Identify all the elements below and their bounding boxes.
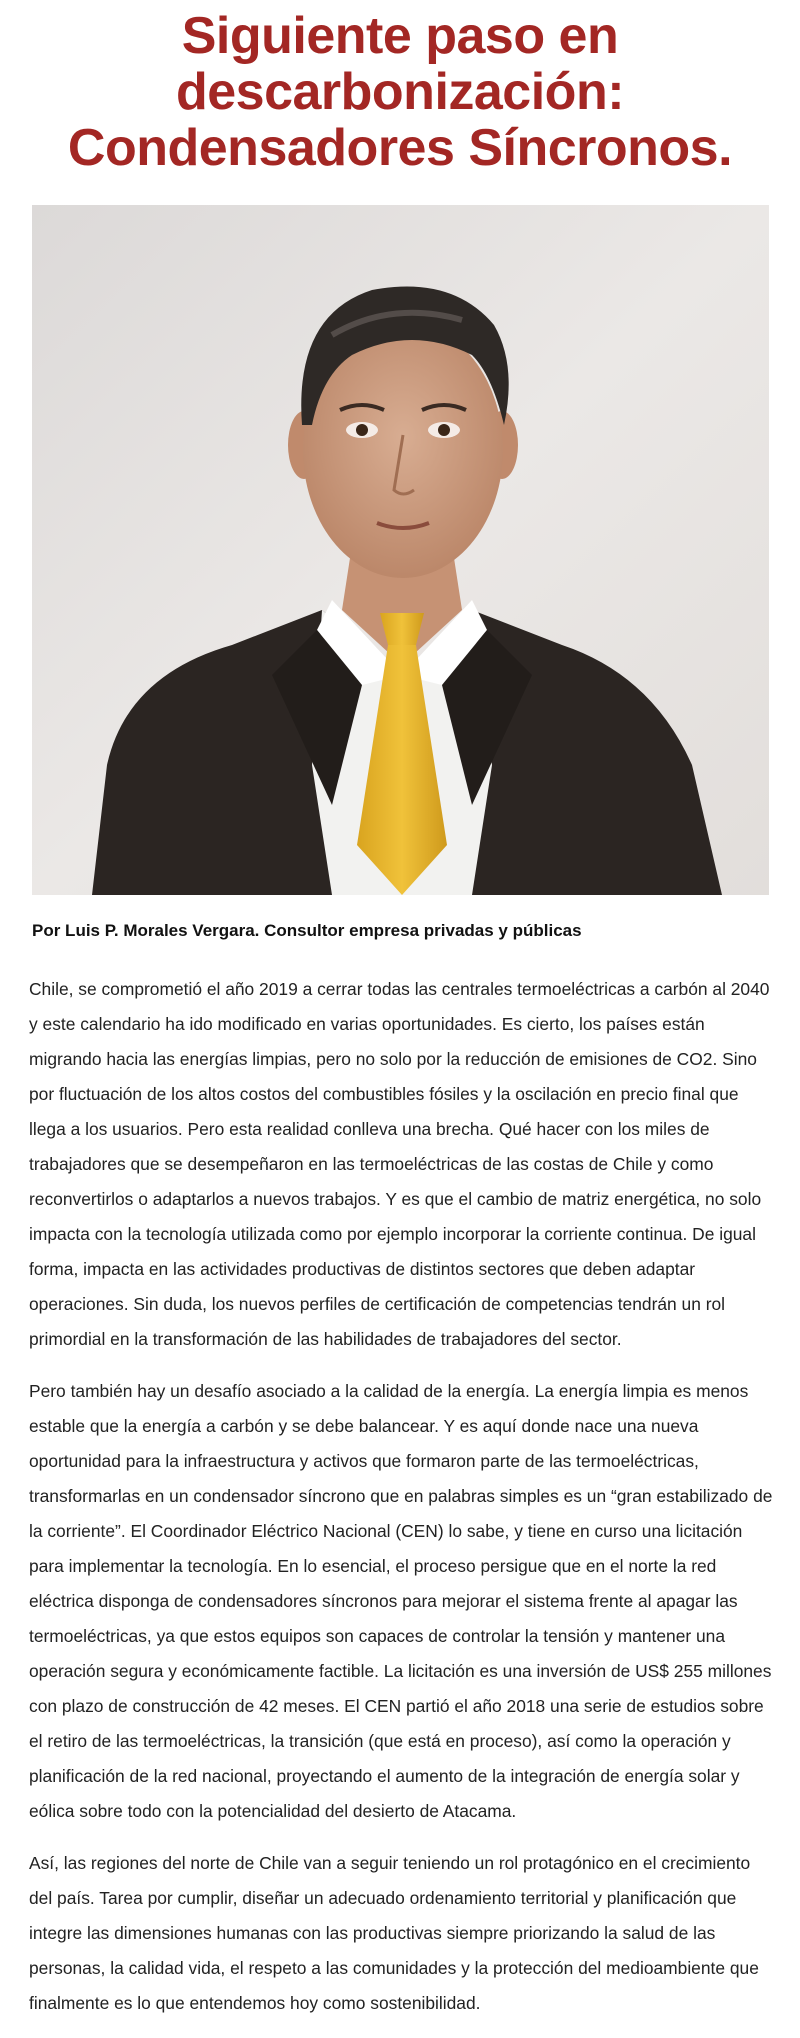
paragraph-2: Pero también hay un desafío asociado a la calidad de la energía. La energía limpia es menos estable que la energía a carbón y se debe balancear. Y es aquí donde nace una nueva oportunidad para la infraestructura y activos que formaron parte de las termoeléctricas, transformarlas en un condensador síncrono que en palabras simples es un “gran estabilizado de la corriente”. El Coordinador Eléctrico Nacional (CEN) lo sabe, y tiene en curso una licitación para implementar la tecnología. En lo esencial, el proceso persigue que en el norte la red eléctrica disponga de condensadores síncronos para mejorar el sistema frente al apagar las termoeléctricas, ya que estos equipos son capaces de controlar la tensión y mantener una operación segura y económicamente factible. La licitación es una inversión de US$ 255 millones con plazo de construcción de 42 meses. El CEN partió el año 2018 una serie de estudios sobre el retiro de las termoeléctricas, la transición (que está en proceso), así como la operación y planificación de la red nacional, proyectando el aumento de la integración de energía solar y eólica sobre todo con la potencialidad del desierto de Atacama.: [29, 1381, 773, 1821]
paragraph-1: Chile, se comprometió el año 2019 a cerrar todas las centrales termoeléctricas a carbón al 2040 y este calendario ha ido modificado en varias oportunidades. Es cierto, los países están migrando hacia las energías limpias, pero no solo por la reducción de emisiones de CO2. Sino por fluctuación de los altos costos del combustibles fósiles y la oscilación en precio final que llega a los usuarios. Pero esta realidad conlleva una brecha. Qué hacer con los miles de trabajadores que se desempeñaron en las termoeléctricas de las costas de Chile y como reconvertirlos o adaptarlos a nuevos trabajos. Y es que el cambio de matriz energética, no solo impacta con la tecnología utilizada como por ejemplo incorporar la corriente continua. De igual forma, impacta en las actividades productivas de distintos sectores que deben adaptar operaciones. Sin duda, los nuevos perfiles de certificación de competencias tendrán un rol primordial en la transformación de las habilidades de trabajadores del sector.: [29, 979, 770, 1349]
title-line-3: Condensadores Síncronos.: [67, 119, 733, 177]
article-title: [0, 8, 800, 176]
title-line-1: Siguiente paso en: [181, 7, 619, 65]
title-line-2: descarbonización:: [175, 63, 625, 121]
portrait-illustration: [32, 205, 769, 895]
article-body: [29, 972, 774, 2038]
paragraph-3: Así, las regiones del norte de Chile van a seguir teniendo un rol protagónico en el crecimiento del país. Tarea por cumplir, diseñar un adecuado ordenamiento territorial y planificación que integre las dimensiones humanas con las productivas siempre priorizando la salud de las personas, la calidad vida, el respeto a las comunidades y la protección del medioambiente que finalmente es lo que entendemos hoy como sostenibilidad.: [29, 1853, 759, 2013]
author-photo: [32, 205, 769, 895]
author-byline: Por Luis P. Morales Vergara. Consultor empresa privadas y públicas: [32, 921, 582, 940]
